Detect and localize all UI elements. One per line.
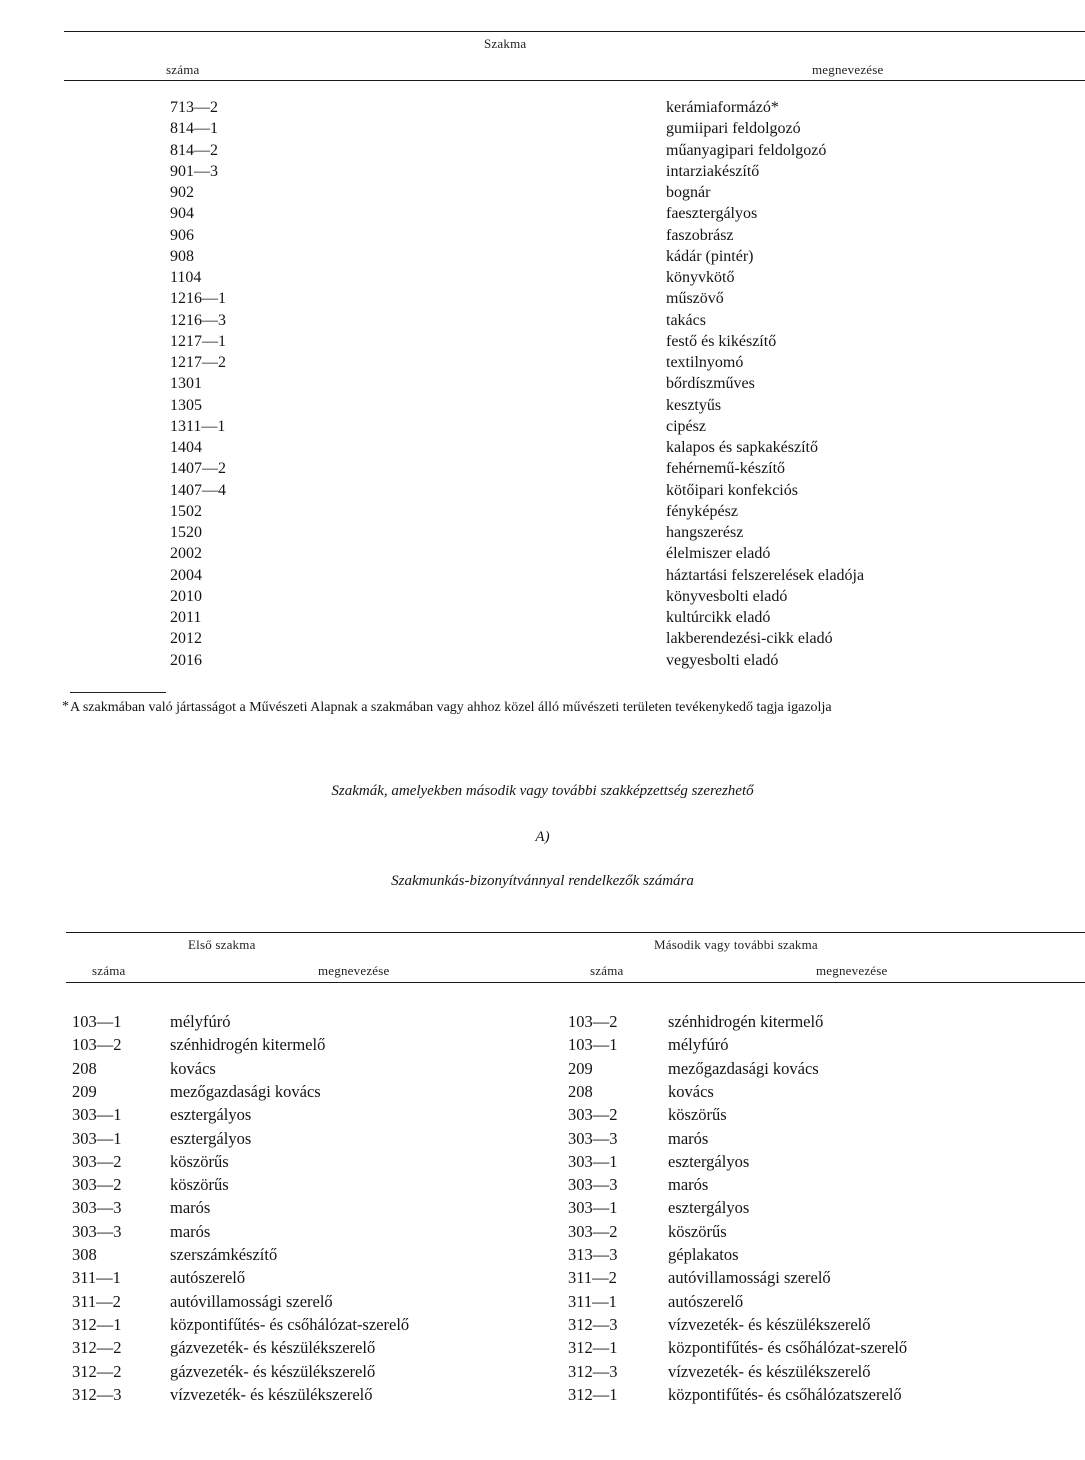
table2-second-name-cell: géplakatos <box>668 1245 739 1264</box>
table2-second-name-cell: központifűtés- és csőhálózatszerelő <box>668 1384 902 1404</box>
table1-code-cell: 908 <box>170 247 194 265</box>
table2-row <box>0 1338 1085 1361</box>
table1-code-cell: 713—2 <box>170 99 218 116</box>
table2-first-name-cell: autószerelő <box>170 1268 246 1288</box>
table1-row <box>0 312 1085 333</box>
table2-second-name-cell: szénhidrogén kitermelő <box>668 1012 824 1031</box>
table1-code-cell: 814—2 <box>170 141 218 159</box>
table1-row <box>0 120 1085 141</box>
table1-row <box>0 375 1085 396</box>
table1-row <box>0 269 1085 290</box>
table2-second-code-cell: 303—1 <box>568 1198 618 1218</box>
table2-row <box>0 1222 1085 1245</box>
table1-col-code-header: száma <box>166 62 200 77</box>
table2-second-code-cell: 311—2 <box>568 1268 617 1288</box>
table2-first-name-cell: esztergályos <box>170 1105 252 1125</box>
table2-first-name-cell: köszörűs <box>170 1175 229 1195</box>
table1-code-cell: 1217—1 <box>170 332 226 350</box>
table1-code-cell: 904 <box>170 205 194 223</box>
table2-first-code-cell: 312—2 <box>72 1338 122 1358</box>
table2-second-name-cell: autóvillamossági szerelő <box>668 1268 831 1288</box>
table2-second-name-cell: esztergályos <box>668 1151 750 1171</box>
table1-row <box>0 652 1085 673</box>
table1-group-header: Szakma <box>484 36 527 51</box>
table2-group-first: Első szakma <box>188 937 256 952</box>
table1-header-rule <box>64 80 1085 81</box>
table1-name-cell: műszövő <box>666 290 724 308</box>
table1-name-cell: gumiipari feldolgozó <box>666 120 801 138</box>
table1-name-cell: hangszerész <box>666 524 744 541</box>
table1-row <box>0 418 1085 439</box>
table2-first-code-cell: 303—1 <box>72 1105 122 1125</box>
table2-second-code-cell: 312—1 <box>568 1384 618 1404</box>
table2-row <box>0 1035 1085 1058</box>
table1-code-cell: 1216—3 <box>170 311 226 329</box>
footnote-text: A szakmában való jártasságot a Művészeti Alapnak a szakmában vagy ahhoz közel álló művészeti területen tevékenykedő tagja igazolja <box>70 700 832 715</box>
table1-name-cell: vegyesbolti eladó <box>666 651 779 669</box>
table1-code-cell: 1404 <box>170 439 202 456</box>
table2-second-code-cell: 303—3 <box>568 1175 618 1195</box>
table2-first-name-cell: kovács <box>170 1058 216 1078</box>
table2-first-name-cell: szerszámkészítő <box>170 1245 278 1264</box>
table1-name-cell: bőrdíszműves <box>666 375 755 393</box>
table1-name-cell: textilnyomó <box>666 354 744 371</box>
table2-second-code-cell: 103—1 <box>568 1035 618 1055</box>
table1-code-cell: 1104 <box>170 269 202 286</box>
table2-first-code-cell: 312—3 <box>72 1384 122 1404</box>
table1-name-cell: műanyagipari feldolgozó <box>666 141 827 159</box>
footnote-mark: * <box>62 699 69 714</box>
table2-second-name-cell: köszörűs <box>668 1221 727 1241</box>
table1-row <box>0 227 1085 248</box>
table1-row <box>0 333 1085 354</box>
table2-second-name-cell: mezőgazdasági kovács <box>668 1058 819 1078</box>
table2-first-name-cell: gázvezeték- és készülékszerelő <box>170 1361 376 1381</box>
table2-first-code-cell: 209 <box>72 1081 97 1101</box>
table2-row <box>0 1105 1085 1128</box>
table2-row <box>0 1245 1085 1268</box>
table1-name-cell: cipész <box>666 417 706 435</box>
table2-second-code-cell: 103—2 <box>568 1012 618 1031</box>
table2-row <box>0 1082 1085 1105</box>
section-letter: A) <box>535 829 550 845</box>
table2-second-code-cell: 209 <box>568 1058 593 1078</box>
table2-col-code-2: száma <box>590 963 624 978</box>
table1-row <box>0 397 1085 418</box>
table1-code-cell: 814—1 <box>170 120 218 138</box>
table2-row <box>0 1198 1085 1221</box>
table1-name-cell: faesztergályos <box>666 205 758 223</box>
table2-top-rule <box>66 932 1085 933</box>
table2-second-name-cell: vízvezeték- és készülékszerelő <box>668 1361 871 1381</box>
table1-code-cell: 2002 <box>170 545 202 563</box>
table2-second-name-cell: marós <box>668 1175 709 1195</box>
table2-first-name-cell: marós <box>170 1198 211 1218</box>
table2-first-code-cell: 311—2 <box>72 1291 121 1311</box>
table2-second-name-cell: központifűtés- és csőhálózat-szerelő <box>668 1338 908 1358</box>
table1-row <box>0 142 1085 163</box>
table2-first-name-cell: esztergályos <box>170 1128 252 1148</box>
table1-name-cell: kesztyűs <box>666 396 722 414</box>
table1-row <box>0 588 1085 609</box>
table2-second-name-cell: esztergályos <box>668 1198 750 1218</box>
table2-second-name-cell: vízvezeték- és készülékszerelő <box>668 1314 871 1334</box>
table2-second-code-cell: 313—3 <box>568 1245 618 1264</box>
table2-second-name-cell: kovács <box>668 1081 714 1101</box>
table2-col-name-2: megnevezése <box>816 963 888 978</box>
table1-row <box>0 290 1085 311</box>
table2-first-name-cell: autóvillamossági szerelő <box>170 1291 333 1311</box>
footnote-rule <box>70 692 166 693</box>
table1-code-cell: 1216—1 <box>170 290 226 308</box>
table2-group-second: Második vagy további szakma <box>654 937 818 952</box>
table2-row <box>0 1292 1085 1315</box>
table2-first-name-cell: gázvezeték- és készülékszerelő <box>170 1338 376 1358</box>
table1-code-cell: 902 <box>170 184 194 201</box>
table1-row <box>0 567 1085 588</box>
table1-row <box>0 439 1085 460</box>
table1-code-cell: 2012 <box>170 630 202 648</box>
table2-col-code-1: száma <box>92 963 126 978</box>
table2-second-code-cell: 311—1 <box>568 1291 617 1311</box>
table1-code-cell: 1520 <box>170 524 202 541</box>
table1-name-cell: fényképész <box>666 502 738 520</box>
table1-row <box>0 609 1085 630</box>
table1-row <box>0 545 1085 566</box>
table2-second-code-cell: 303—1 <box>568 1151 618 1171</box>
table2-first-code-cell: 103—2 <box>72 1035 122 1055</box>
table2-second-code-cell: 303—3 <box>568 1128 618 1148</box>
table1-name-cell: festő és kikészítő <box>666 332 777 350</box>
table2-first-code-cell: 312—2 <box>72 1361 122 1381</box>
table1-name-cell: takács <box>666 311 706 329</box>
table1-col-name-header: megnevezése <box>812 62 884 77</box>
table1-code-cell: 1407—2 <box>170 460 226 478</box>
table1-code-cell: 2004 <box>170 566 202 584</box>
table1-code-cell: 1301 <box>170 375 202 393</box>
table2-first-code-cell: 303—3 <box>72 1221 122 1241</box>
table2-first-code-cell: 303—2 <box>72 1151 122 1171</box>
table1-code-cell: 1502 <box>170 502 202 520</box>
table1-code-cell: 901—3 <box>170 162 218 180</box>
table1-code-cell: 2016 <box>170 651 202 669</box>
table2-second-code-cell: 303—2 <box>568 1221 618 1241</box>
table2-first-code-cell: 303—2 <box>72 1175 122 1195</box>
table1-row <box>0 482 1085 503</box>
table1-row <box>0 205 1085 226</box>
table2-row <box>0 1129 1085 1152</box>
table2-first-code-cell: 312—1 <box>72 1314 122 1334</box>
table1-code-cell: 1305 <box>170 396 202 414</box>
table1-row <box>0 163 1085 184</box>
table1-name-cell: kádár (pintér) <box>666 247 754 265</box>
table2-first-name-cell: központifűtés- és csőhálózat-szerelő <box>170 1314 410 1334</box>
table2-first-code-cell: 208 <box>72 1058 97 1078</box>
table1-row <box>0 460 1085 481</box>
table2-row <box>0 1362 1085 1385</box>
table1-name-cell: háztartási felszerelések eladója <box>666 566 865 584</box>
table1-name-cell: kerámiaformázó* <box>666 99 779 116</box>
table1-name-cell: kötőipari konfekciós <box>666 481 798 499</box>
table2-first-name-cell: mélyfúró <box>170 1012 231 1031</box>
table1-code-cell: 1407—4 <box>170 481 226 499</box>
table1-name-cell: kalapos és sapkakészítő <box>666 439 818 456</box>
table1-name-cell: könyvkötő <box>666 269 735 286</box>
table1-name-cell: intarziakészítő <box>666 162 760 180</box>
table2-row <box>0 1012 1085 1035</box>
table2-first-name-cell: marós <box>170 1221 211 1241</box>
table1-row <box>0 524 1085 545</box>
table1-row <box>0 354 1085 375</box>
table2-second-name-cell: köszörűs <box>668 1105 727 1125</box>
footnote <box>62 697 890 718</box>
table1-name-cell: fehérnemű-készítő <box>666 460 786 478</box>
table2-first-name-cell: mezőgazdasági kovács <box>170 1081 321 1101</box>
table1-code-cell: 906 <box>170 226 194 244</box>
table2-first-name-cell: szénhidrogén kitermelő <box>170 1035 326 1055</box>
table1-name-cell: könyvesbolti eladó <box>666 587 788 605</box>
table2-first-code-cell: 303—1 <box>72 1128 122 1148</box>
table2-second-name-cell: mélyfúró <box>668 1035 729 1055</box>
table2-second-code-cell: 208 <box>568 1081 593 1101</box>
table1-name-cell: lakberendezési-cikk eladó <box>666 630 833 648</box>
table2-first-code-cell: 303—3 <box>72 1198 122 1218</box>
table1-code-cell: 1217—2 <box>170 354 226 371</box>
table2-header-rule <box>66 982 1085 983</box>
table2-row <box>0 1059 1085 1082</box>
table1-row <box>0 99 1085 120</box>
table2-first-code-cell: 103—1 <box>72 1012 122 1031</box>
section-title: Szakmák, amelyekben második vagy további szakképzettség szerezhető <box>331 783 754 799</box>
table2-first-name-cell: vízvezeték- és készülékszerelő <box>170 1384 373 1404</box>
table2-row <box>0 1152 1085 1175</box>
table2-second-code-cell: 312—3 <box>568 1361 618 1381</box>
table1-code-cell: 2011 <box>170 609 202 626</box>
table1-row <box>0 630 1085 651</box>
table1-row <box>0 503 1085 524</box>
table2-row <box>0 1175 1085 1198</box>
table1-name-cell: bognár <box>666 184 711 201</box>
table2-first-code-cell: 311—1 <box>72 1268 121 1288</box>
table2-second-code-cell: 312—1 <box>568 1338 618 1358</box>
table2-second-name-cell: marós <box>668 1128 709 1148</box>
table1-row <box>0 184 1085 205</box>
table2-second-code-cell: 303—2 <box>568 1105 618 1125</box>
table1-row <box>0 248 1085 269</box>
table2-col-name-1: megnevezése <box>318 963 390 978</box>
table2-row <box>0 1268 1085 1291</box>
table1-name-cell: faszobrász <box>666 226 734 244</box>
table1-name-cell: élelmiszer eladó <box>666 545 771 563</box>
table1-code-cell: 2010 <box>170 587 202 605</box>
table1-name-cell: kultúrcikk eladó <box>666 609 771 626</box>
table1-code-cell: 1311—1 <box>170 417 226 435</box>
table1-top-rule <box>64 31 1085 32</box>
table2-row <box>0 1385 1085 1408</box>
table2-first-name-cell: köszörűs <box>170 1151 229 1171</box>
table2-second-code-cell: 312—3 <box>568 1314 618 1334</box>
table2-first-code-cell: 308 <box>72 1245 97 1264</box>
table2-row <box>0 1315 1085 1338</box>
section-subtitle: Szakmunkás-bizonyítvánnyal rendelkezők számára <box>391 873 694 889</box>
table2-second-name-cell: autószerelő <box>668 1291 744 1311</box>
